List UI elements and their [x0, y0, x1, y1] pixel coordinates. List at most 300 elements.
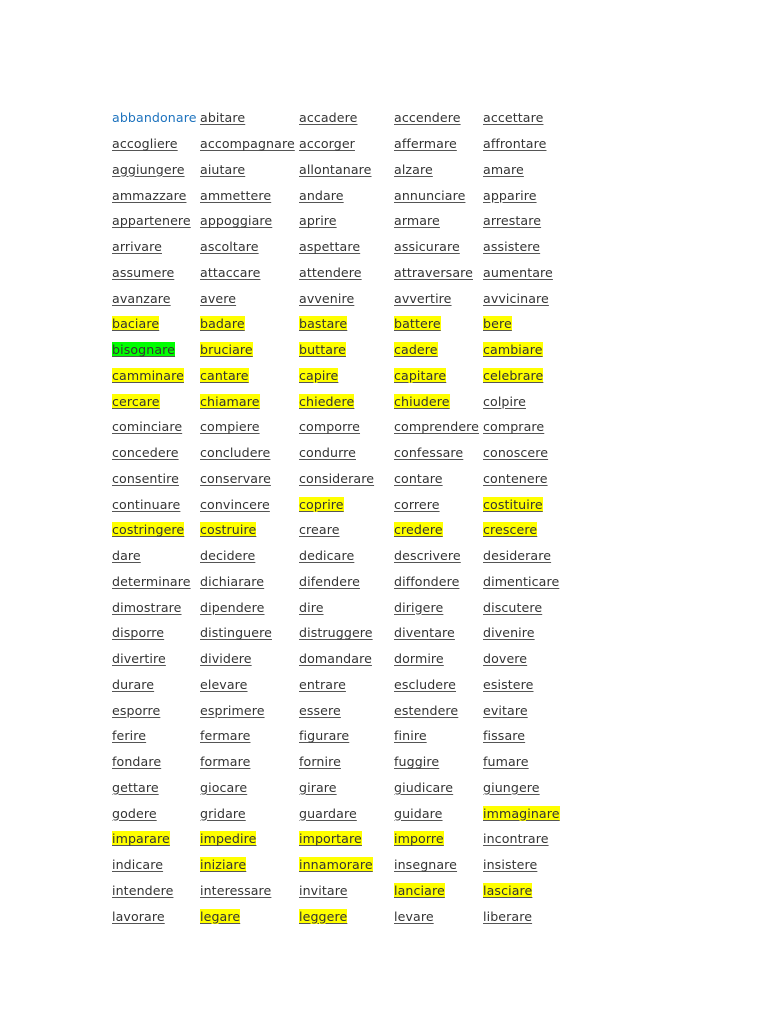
table-cell — [112, 825, 200, 851]
verb-link[interactable]: cambiare — [483, 342, 543, 358]
verb-link[interactable]: importare — [299, 831, 362, 847]
verb-link[interactable]: dichiarare — [200, 573, 265, 589]
table-cell — [112, 851, 200, 877]
table-cell — [299, 671, 394, 697]
table-cell — [200, 851, 299, 877]
verb-link[interactable]: determinare — [112, 573, 191, 589]
verb-link[interactable]: ascoltare — [200, 239, 259, 255]
table-cell — [483, 130, 573, 156]
verb-link[interactable]: crescere — [483, 522, 538, 538]
verb-link[interactable]: accadere — [299, 110, 358, 126]
verb-link[interactable]: insegnare — [394, 857, 458, 873]
verb-link[interactable]: bisognare — [112, 342, 176, 358]
verb-link[interactable]: coprire — [299, 496, 344, 512]
verb-link[interactable]: impedire — [200, 831, 257, 847]
table-cell — [112, 774, 200, 800]
verb-link[interactable]: chiedere — [299, 393, 355, 409]
table-cell — [394, 542, 483, 568]
verb-link[interactable]: esporre — [112, 702, 161, 718]
verb-link[interactable]: dividere — [200, 651, 252, 667]
verb-link[interactable]: concludere — [200, 445, 271, 461]
verb-link[interactable]: aspettare — [299, 239, 361, 255]
verb-link[interactable]: comprare — [483, 419, 545, 435]
verb-link[interactable]: assumere — [112, 264, 175, 280]
verb-link[interactable]: estendere — [394, 702, 459, 718]
verb-link[interactable]: esistere — [483, 676, 534, 692]
table-cell — [483, 542, 573, 568]
table-cell — [200, 284, 299, 310]
verb-link[interactable]: capire — [299, 367, 339, 383]
verb-link[interactable]: dirigere — [394, 599, 444, 615]
verb-link[interactable]: insistere — [483, 857, 538, 873]
verb-link[interactable]: diventare — [394, 625, 455, 641]
table-cell — [394, 902, 483, 928]
verb-link[interactable]: aiutare — [200, 161, 246, 177]
verb-link[interactable]: cadere — [394, 342, 438, 358]
verb-link[interactable]: distinguere — [200, 625, 272, 641]
table-cell — [483, 233, 573, 259]
table-cell — [394, 439, 483, 465]
table-cell — [200, 310, 299, 336]
table-cell — [483, 387, 573, 413]
table-row — [112, 465, 573, 491]
table-row — [112, 387, 573, 413]
verb-link[interactable]: domandare — [299, 651, 372, 667]
verb-link[interactable]: baciare — [112, 316, 160, 332]
table-cell — [112, 542, 200, 568]
table-cell — [112, 104, 200, 130]
table-cell — [394, 619, 483, 645]
verb-link[interactable]: bere — [483, 316, 512, 332]
verb-link[interactable]: disporre — [112, 625, 165, 641]
table-cell — [483, 156, 573, 182]
verb-link[interactable]: appartenere — [112, 213, 191, 229]
table-row — [112, 696, 573, 722]
verb-link[interactable]: cercare — [112, 393, 160, 409]
verb-link[interactable]: accettare — [483, 110, 544, 126]
table-cell — [299, 233, 394, 259]
verb-link[interactable]: confessare — [394, 445, 464, 461]
verb-link[interactable]: dimenticare — [483, 573, 560, 589]
verb-link[interactable]: leggere — [299, 908, 348, 924]
verb-link[interactable]: affermare — [394, 136, 457, 152]
table-cell — [112, 181, 200, 207]
table-cell — [299, 645, 394, 671]
table-cell — [112, 156, 200, 182]
verb-link[interactable]: badare — [200, 316, 245, 332]
table-cell — [112, 877, 200, 903]
verb-link[interactable]: fuggire — [394, 754, 440, 770]
verb-link[interactable]: abitare — [200, 110, 246, 126]
verb-link[interactable]: amare — [483, 161, 524, 177]
verb-link[interactable]: essere — [299, 702, 341, 718]
verb-link[interactable]: attraversare — [394, 264, 473, 280]
verb-link[interactable]: aprire — [299, 213, 337, 229]
table-cell — [200, 748, 299, 774]
verb-link[interactable]: attaccare — [200, 264, 261, 280]
verb-link[interactable]: arrivare — [112, 239, 162, 255]
verb-link[interactable]: diffondere — [394, 573, 460, 589]
verb-link[interactable]: aggiungere — [112, 161, 185, 177]
verb-link[interactable]: celebrare — [483, 367, 544, 383]
verb-link[interactable]: convincere — [200, 496, 270, 512]
table-cell — [483, 748, 573, 774]
table-cell — [394, 413, 483, 439]
verb-link[interactable]: iniziare — [200, 857, 247, 873]
verb-link[interactable]: dedicare — [299, 548, 355, 564]
table-row — [112, 207, 573, 233]
table-cell — [200, 696, 299, 722]
table-cell — [483, 284, 573, 310]
table-cell — [200, 490, 299, 516]
table-cell — [394, 877, 483, 903]
verb-link[interactable]: dare — [112, 548, 141, 564]
table-cell — [200, 877, 299, 903]
verb-link[interactable]: intendere — [112, 882, 174, 898]
verb-link[interactable]: creare — [299, 522, 340, 538]
table-cell — [394, 233, 483, 259]
verb-link[interactable]: avvenire — [299, 290, 355, 306]
verb-link[interactable]: dormire — [394, 651, 444, 667]
verb-link[interactable]: conoscere — [483, 445, 549, 461]
table-row — [112, 722, 573, 748]
verb-link[interactable]: chiamare — [200, 393, 260, 409]
table-cell — [112, 387, 200, 413]
verb-link[interactable]: lavorare — [112, 908, 165, 924]
table-cell — [200, 336, 299, 362]
table-cell — [112, 516, 200, 542]
table-cell — [483, 259, 573, 285]
verb-link[interactable]: camminare — [112, 367, 184, 383]
table-row — [112, 130, 573, 156]
verb-link[interactable]: dire — [299, 599, 324, 615]
table-row — [112, 156, 573, 182]
verb-link[interactable]: arrestare — [483, 213, 542, 229]
table-cell — [200, 671, 299, 697]
verb-link[interactable]: evitare — [483, 702, 528, 718]
verb-link[interactable]: liberare — [483, 908, 533, 924]
table-row — [112, 748, 573, 774]
verb-link[interactable]: avanzare — [112, 290, 171, 306]
table-cell — [394, 130, 483, 156]
verb-link[interactable]: accompagnare — [200, 136, 295, 152]
table-row — [112, 490, 573, 516]
verb-link[interactable]: affrontare — [483, 136, 547, 152]
table-row — [112, 439, 573, 465]
verb-link[interactable]: capitare — [394, 367, 447, 383]
table-cell — [112, 233, 200, 259]
table-cell — [394, 851, 483, 877]
verb-link[interactable]: immaginare — [483, 805, 560, 821]
table-cell — [394, 181, 483, 207]
verb-link[interactable]: bruciare — [200, 342, 253, 358]
table-cell — [394, 284, 483, 310]
table-cell — [200, 387, 299, 413]
verb-link[interactable]: descrivere — [394, 548, 461, 564]
table-cell — [394, 259, 483, 285]
verb-link[interactable]: avere — [200, 290, 237, 306]
table-row — [112, 362, 573, 388]
table-cell — [112, 593, 200, 619]
table-cell — [299, 851, 394, 877]
verb-link[interactable]: desiderare — [483, 548, 552, 564]
table-cell — [200, 593, 299, 619]
verb-link[interactable]: ammazzare — [112, 187, 187, 203]
table-cell — [299, 387, 394, 413]
verb-link[interactable]: comprendere — [394, 419, 480, 435]
table-cell — [299, 696, 394, 722]
table-cell — [200, 362, 299, 388]
verb-link[interactable]: guidare — [394, 805, 443, 821]
table-cell — [394, 799, 483, 825]
table-cell — [483, 516, 573, 542]
verb-link[interactable]: finire — [394, 728, 427, 744]
table-cell — [112, 696, 200, 722]
verb-link[interactable]: attendere — [299, 264, 362, 280]
verb-link[interactable]: annunciare — [394, 187, 466, 203]
table-cell — [112, 748, 200, 774]
verb-link[interactable]: accorger — [299, 136, 355, 152]
table-cell — [483, 439, 573, 465]
table-cell — [200, 542, 299, 568]
verb-link[interactable]: divertire — [112, 651, 166, 667]
verb-link[interactable]: innamorare — [299, 857, 373, 873]
table-cell — [394, 516, 483, 542]
verb-link[interactable]: fumare — [483, 754, 529, 770]
verb-link[interactable]: godere — [112, 805, 157, 821]
table-cell — [483, 413, 573, 439]
verb-link[interactable]: abbandonare — [112, 110, 197, 126]
table-cell — [299, 619, 394, 645]
verb-link[interactable]: assistere — [483, 239, 541, 255]
table-cell — [200, 516, 299, 542]
verb-link[interactable]: legare — [200, 908, 241, 924]
table-cell — [299, 516, 394, 542]
table-cell — [483, 568, 573, 594]
table-cell — [299, 465, 394, 491]
verb-link[interactable]: decidere — [200, 548, 256, 564]
table-cell — [394, 645, 483, 671]
verb-link[interactable]: imparare — [112, 831, 170, 847]
table-cell — [394, 490, 483, 516]
verb-link[interactable]: credere — [394, 522, 443, 538]
verb-link[interactable]: durare — [112, 676, 155, 692]
table-cell — [483, 799, 573, 825]
table-cell — [200, 774, 299, 800]
table-row — [112, 851, 573, 877]
verb-link[interactable]: giocare — [200, 779, 248, 795]
verb-link[interactable]: fermare — [200, 728, 251, 744]
table-cell — [200, 722, 299, 748]
verb-link[interactable]: chiudere — [394, 393, 450, 409]
verb-link[interactable]: ferire — [112, 728, 147, 744]
table-cell — [112, 413, 200, 439]
verb-link[interactable]: interessare — [200, 882, 272, 898]
verb-link[interactable]: levare — [394, 908, 434, 924]
verb-link[interactable]: dovere — [483, 651, 528, 667]
table-cell — [394, 104, 483, 130]
table-cell — [200, 825, 299, 851]
table-cell — [299, 181, 394, 207]
table-cell — [299, 130, 394, 156]
table-cell — [483, 696, 573, 722]
verb-link[interactable]: elevare — [200, 676, 248, 692]
verb-link[interactable]: avvicinare — [483, 290, 549, 306]
verb-link[interactable]: gettare — [112, 779, 159, 795]
verb-link[interactable]: difendere — [299, 573, 360, 589]
table-row — [112, 181, 573, 207]
table-cell — [394, 593, 483, 619]
table-cell — [483, 877, 573, 903]
table-cell — [299, 439, 394, 465]
table-cell — [483, 490, 573, 516]
table-cell — [394, 671, 483, 697]
table-cell — [200, 645, 299, 671]
verb-link[interactable]: lasciare — [483, 882, 533, 898]
verb-link[interactable]: continuare — [112, 496, 181, 512]
verb-link[interactable]: costringere — [112, 522, 185, 538]
table-cell — [200, 902, 299, 928]
table-cell — [299, 490, 394, 516]
verb-table-body — [112, 104, 573, 928]
verb-link[interactable]: indicare — [112, 857, 164, 873]
table-cell — [299, 362, 394, 388]
verb-link[interactable]: escludere — [394, 676, 457, 692]
verb-link[interactable]: aumentare — [483, 264, 553, 280]
verb-link[interactable]: apparire — [483, 187, 537, 203]
table-cell — [394, 156, 483, 182]
table-row — [112, 568, 573, 594]
verb-link[interactable]: invitare — [299, 882, 348, 898]
verb-link[interactable]: considerare — [299, 470, 375, 486]
verb-link[interactable]: imporre — [394, 831, 444, 847]
table-cell — [112, 130, 200, 156]
verb-link[interactable]: entrare — [299, 676, 346, 692]
verb-link[interactable]: fondare — [112, 754, 162, 770]
table-cell — [483, 774, 573, 800]
verb-link[interactable]: armare — [394, 213, 440, 229]
table-row — [112, 774, 573, 800]
verb-link[interactable]: compiere — [200, 419, 260, 435]
table-row — [112, 413, 573, 439]
verb-link[interactable]: contenere — [483, 470, 548, 486]
table-cell — [299, 748, 394, 774]
table-cell — [483, 671, 573, 697]
verb-link[interactable]: fornire — [299, 754, 341, 770]
verb-link[interactable]: buttare — [299, 342, 346, 358]
verb-link[interactable]: bastare — [299, 316, 348, 332]
verb-link[interactable]: battere — [394, 316, 441, 332]
table-row — [112, 645, 573, 671]
table-cell — [112, 465, 200, 491]
verb-link[interactable]: colpire — [483, 393, 526, 409]
table-cell — [299, 336, 394, 362]
table-cell — [483, 645, 573, 671]
table-row — [112, 542, 573, 568]
verb-link[interactable]: allontanare — [299, 161, 372, 177]
table-cell — [200, 465, 299, 491]
table-cell — [200, 259, 299, 285]
table-cell — [112, 336, 200, 362]
verb-link[interactable]: girare — [299, 779, 337, 795]
verb-link[interactable]: alzare — [394, 161, 433, 177]
table-cell — [200, 439, 299, 465]
table-cell — [200, 233, 299, 259]
verb-link[interactable]: assicurare — [394, 239, 460, 255]
verb-link[interactable]: guardare — [299, 805, 357, 821]
verb-link[interactable]: dipendere — [200, 599, 265, 615]
verb-link[interactable]: incontrare — [483, 831, 549, 847]
table-cell — [299, 413, 394, 439]
verb-link[interactable]: cantare — [200, 367, 249, 383]
table-cell — [200, 207, 299, 233]
table-cell — [394, 825, 483, 851]
verb-link[interactable]: lanciare — [394, 882, 445, 898]
verb-link[interactable]: concedere — [112, 445, 179, 461]
verb-link[interactable]: consentire — [112, 470, 179, 486]
table-cell — [394, 310, 483, 336]
table-cell — [112, 619, 200, 645]
verb-link[interactable]: giungere — [483, 779, 540, 795]
verb-link[interactable]: gridare — [200, 805, 246, 821]
table-cell — [394, 748, 483, 774]
verb-link[interactable]: contare — [394, 470, 443, 486]
verb-link[interactable]: esprimere — [200, 702, 265, 718]
verb-link[interactable]: accogliere — [112, 136, 178, 152]
table-cell — [299, 825, 394, 851]
verb-link[interactable]: accendere — [394, 110, 461, 126]
verb-link[interactable]: andare — [299, 187, 344, 203]
verb-link[interactable]: costituire — [483, 496, 543, 512]
table-cell — [200, 413, 299, 439]
verb-link[interactable]: appoggiare — [200, 213, 273, 229]
table-cell — [299, 568, 394, 594]
table-row — [112, 593, 573, 619]
verb-link[interactable]: condurre — [299, 445, 356, 461]
verb-link[interactable]: avvertire — [394, 290, 452, 306]
verb-link[interactable]: distruggere — [299, 625, 373, 641]
table-cell — [483, 362, 573, 388]
verb-link[interactable]: correre — [394, 496, 440, 512]
verb-link[interactable]: conservare — [200, 470, 271, 486]
verb-link[interactable]: giudicare — [394, 779, 454, 795]
verb-link[interactable]: ammettere — [200, 187, 272, 203]
verb-link[interactable]: fissare — [483, 728, 526, 744]
table-cell — [112, 568, 200, 594]
table-cell — [394, 387, 483, 413]
verb-link[interactable]: formare — [200, 754, 251, 770]
table-cell — [112, 645, 200, 671]
table-row — [112, 310, 573, 336]
table-cell — [112, 362, 200, 388]
verb-link[interactable]: comporre — [299, 419, 361, 435]
table-cell — [394, 362, 483, 388]
table-row — [112, 284, 573, 310]
table-cell — [200, 799, 299, 825]
verb-link[interactable]: costruire — [200, 522, 257, 538]
verb-link[interactable]: cominciare — [112, 419, 183, 435]
verb-link[interactable]: divenire — [483, 625, 535, 641]
verb-link[interactable]: figurare — [299, 728, 350, 744]
table-cell — [112, 439, 200, 465]
verb-link[interactable]: discutere — [483, 599, 543, 615]
table-cell — [112, 284, 200, 310]
verb-link[interactable]: dimostrare — [112, 599, 182, 615]
table-row — [112, 619, 573, 645]
table-cell — [394, 336, 483, 362]
table-cell — [299, 542, 394, 568]
table-cell — [299, 799, 394, 825]
